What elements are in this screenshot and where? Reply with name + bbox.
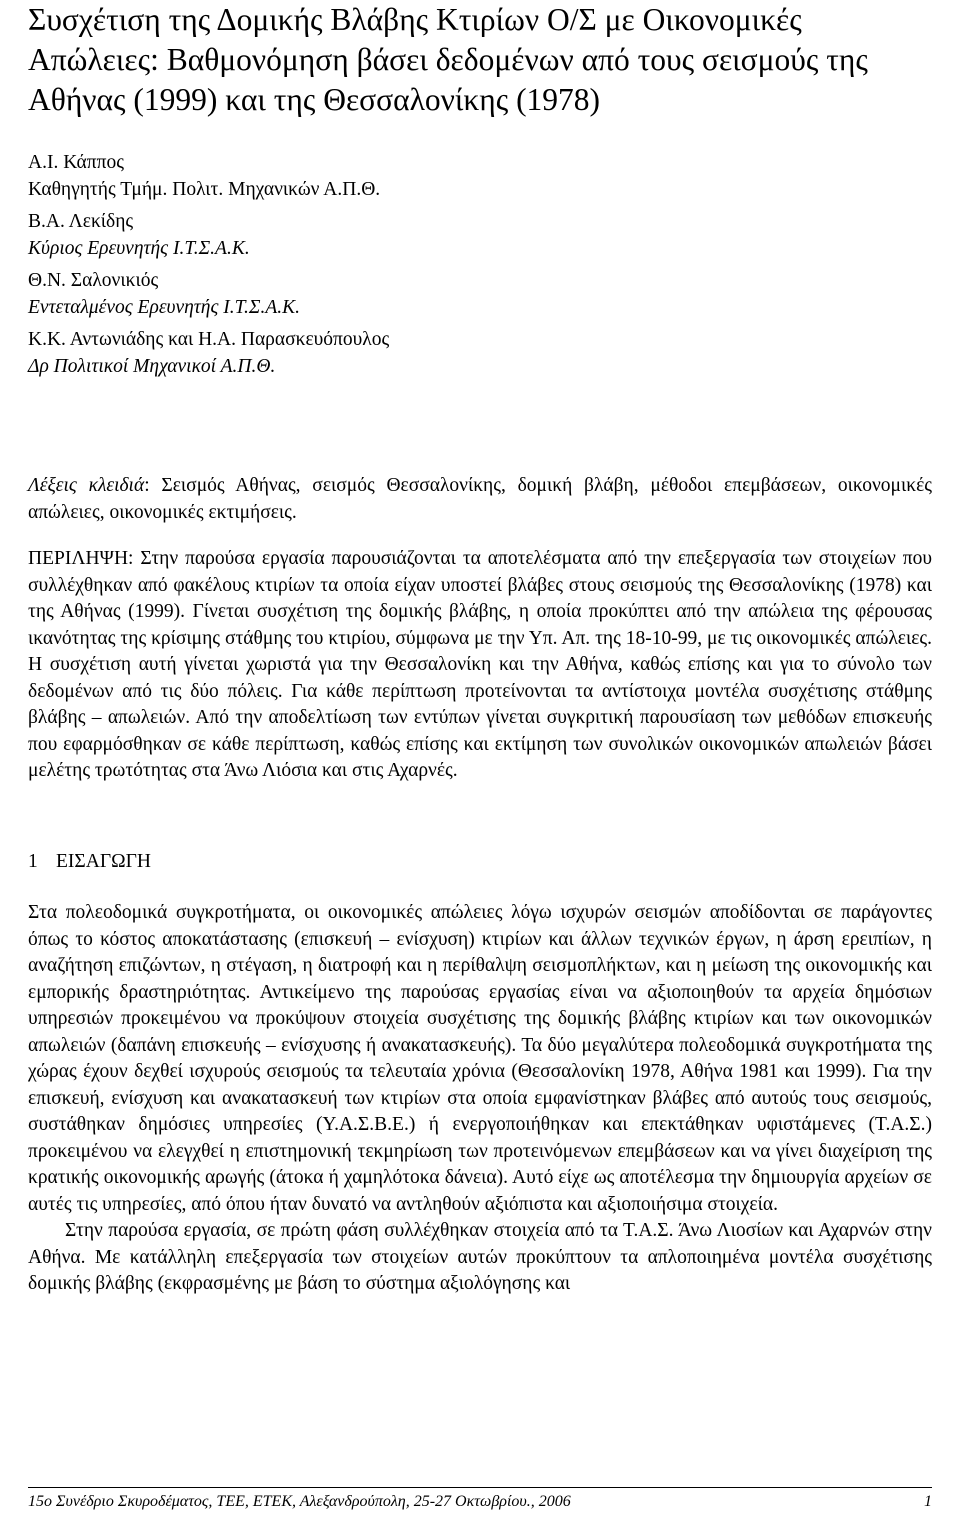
- keywords-label: Λέξεις κλειδιά: [28, 475, 145, 496]
- keywords-text: : Σεισμός Αθήνας, σεισμός Θεσσαλονίκης, δομική βλάβη, μέθοδοι επεμβάσεων, οικονομικές απώλειες, οικονομικές εκτιμήσεις.: [28, 475, 932, 523]
- author-name: Θ.Ν. Σαλονικιός: [28, 270, 159, 291]
- author-list: [28, 150, 928, 386]
- paragraph: Στα πολεοδομικά συγκροτήματα, οι οικονομικές απώλειες λόγω ισχυρών σεισμών αποδίδονται σε παράγοντες όπως το κόστος αποκατάστασης (επισκευή – ενίσχυση) κτιρίων και άλλων τεχνικών έργων, η άρση ερειπίων, η αναζήτηση επιζώντων, η στέγαση, η διατροφή και η περίθαλψη σεισμοπλήκτων, και η μείωση της οικονομικής και εμπορικής δραστηριότητας. Αντικείμενο της παρούσας εργασίας είναι να αξιοποιηθούν τα αρχεία δημόσιων υπηρεσιών προκειμένου να προκύψουν στοιχεία συσχέτισης της δομικής βλάβης κτιρίων και των οικονομικών απωλειών (δαπάνη επισκευής – ενίσχυσης ή ανακατασκευής). Τα δύο μεγαλύτερα πολεοδομικά συγκροτήματα της χώρας έχουν δεχθεί ισχυρούς σεισμούς τα τελευταία χρόνια (Θεσσαλονίκη 1978, Αθήνα 1981 και 1999). Για την επισκευή, ενίσχυση και ανακατασκευή των κτιρίων στα οποία εμφανίστηκαν βλάβες από αυτούς τους σεισμούς, συστάθηκαν δημόσιες υπηρεσίες (Υ.Α.Σ.Β.Ε.) ή ενεργοποιήθηκαν και επεκτάθηκαν υφιστάμενες (Τ.Α.Σ.) προκειμένου να ελεγχθεί η επιστημονική τεκμηρίωση των προτεινόμενων επεμβάσεων και να γίνει διαχείριση της κρατικής οικονομικής αρωγής (άτοκα ή χαμηλότοκα δάνεια). Αυτό είχε ως αποτέλεσμα την δημιουργία αρχείων σε αυτές τις υπηρεσίες, από όπου ήταν δυνατό να αντληθούν αξιόπιστα και αξιοποιήσιμα στοιχεία.: [28, 902, 932, 1215]
- section-title: ΕΙΣΑΓΩΓΗ: [56, 851, 151, 872]
- author-entry: [28, 268, 928, 321]
- section-body: [28, 900, 932, 1298]
- page-number: 1: [924, 1493, 932, 1510]
- footer-text: 15ο Συνέδριο Σκυροδέματος, ΤΕΕ, ΕΤΕΚ, Αλεξανδρούπολη, 25-27 Οκτωβρίου., 2006: [28, 1493, 571, 1510]
- paper-title: Συσχέτιση της Δομικής Βλάβης Κτιρίων Ο/Σ με Οικονομικές Απώλειες: Βαθμονόμηση βάσει δεδομένων από τους σεισμούς της Αθήνας (1999) και της Θεσσαλονίκης (1978): [28, 2, 868, 117]
- keywords: [28, 473, 932, 526]
- author-affiliation: Καθηγητής Τμήμ. Πολιτ. Μηχανικών Α.Π.Θ.: [28, 178, 381, 200]
- author-affiliation: Κύριος Ερευνητής Ι.Τ.Σ.Α.Κ.: [28, 237, 250, 259]
- author-affiliation: Δρ Πολιτικοί Μηχανικοί Α.Π.Θ.: [28, 355, 276, 377]
- author-name: Β.Α. Λεκίδης: [28, 211, 134, 232]
- paragraph: Στην παρούσα εργασία, σε πρώτη φάση συλλέχθηκαν στοιχεία από τα Τ.Α.Σ. Άνω Λιοσίων και Αχαρνών στην Αθήνα. Με κατάλληλη επεξεργασία των στοιχείων αυτών προκύπτουν τα απλοποιημένα μοντέλα συσχέτισης δομικής βλάβης (εκφρασμένης με βάση το σύστημα αξιολόγησης και: [28, 1220, 932, 1294]
- section-number: 1: [28, 851, 38, 872]
- author-entry: [28, 209, 928, 262]
- author-name: Κ.Κ. Αντωνιάδης και Η.Α. Παρασκευόπουλος: [28, 329, 390, 350]
- author-entry: [28, 327, 928, 380]
- section-heading: [28, 849, 151, 876]
- author-name: Α.Ι. Κάππος: [28, 152, 124, 173]
- page-footer: [28, 1487, 932, 1512]
- author-affiliation: Εντεταλμένος Ερευνητής Ι.Τ.Σ.Α.Κ.: [28, 296, 301, 318]
- author-entry: [28, 150, 928, 203]
- abstract: ΠΕΡΙΛΗΨΗ: Στην παρούσα εργασία παρουσιάζονται τα αποτελέσματα από την επεξεργασία των στοιχείων που συλλέχθηκαν από φακέλους κτιρίων τα οποία είχαν υποστεί βλάβες στους σεισμούς της Θεσσαλονίκης (1978) και της Αθήνας (1999). Γίνεται συσχέτιση της δομικής βλάβης, η οποία προκύπτει από την απώλεια της φέρουσας ικανότητας της κρίσιμης στάθμης του κτιρίου, σύμφωνα με την Υπ. Απ. της 18-10-99, με τις οικονομικές απώλειες. Η συσχέτιση αυτή γίνεται χωριστά για την Θεσσαλονίκη και την Αθήνα, καθώς επίσης και για το σύνολο των δεδομένων από τις δύο πόλεις. Για κάθε περίπτωση προτείνονται τα αντίστοιχα μοντέλα συσχέτισης στάθμης βλάβης – απωλειών. Από την αποδελτίωση των εντύπων γίνεται συγκριτική παρουσίαση των μεθόδων επισκευής που εφαρμόσθηκαν σε κάθε περίπτωση, καθώς επίσης και εκτίμηση των συνολικών οικονομικών απωλειών βάσει μελέτης τρωτότητας στα Άνω Λιόσια και στις Αχαρνές.: [28, 548, 932, 781]
